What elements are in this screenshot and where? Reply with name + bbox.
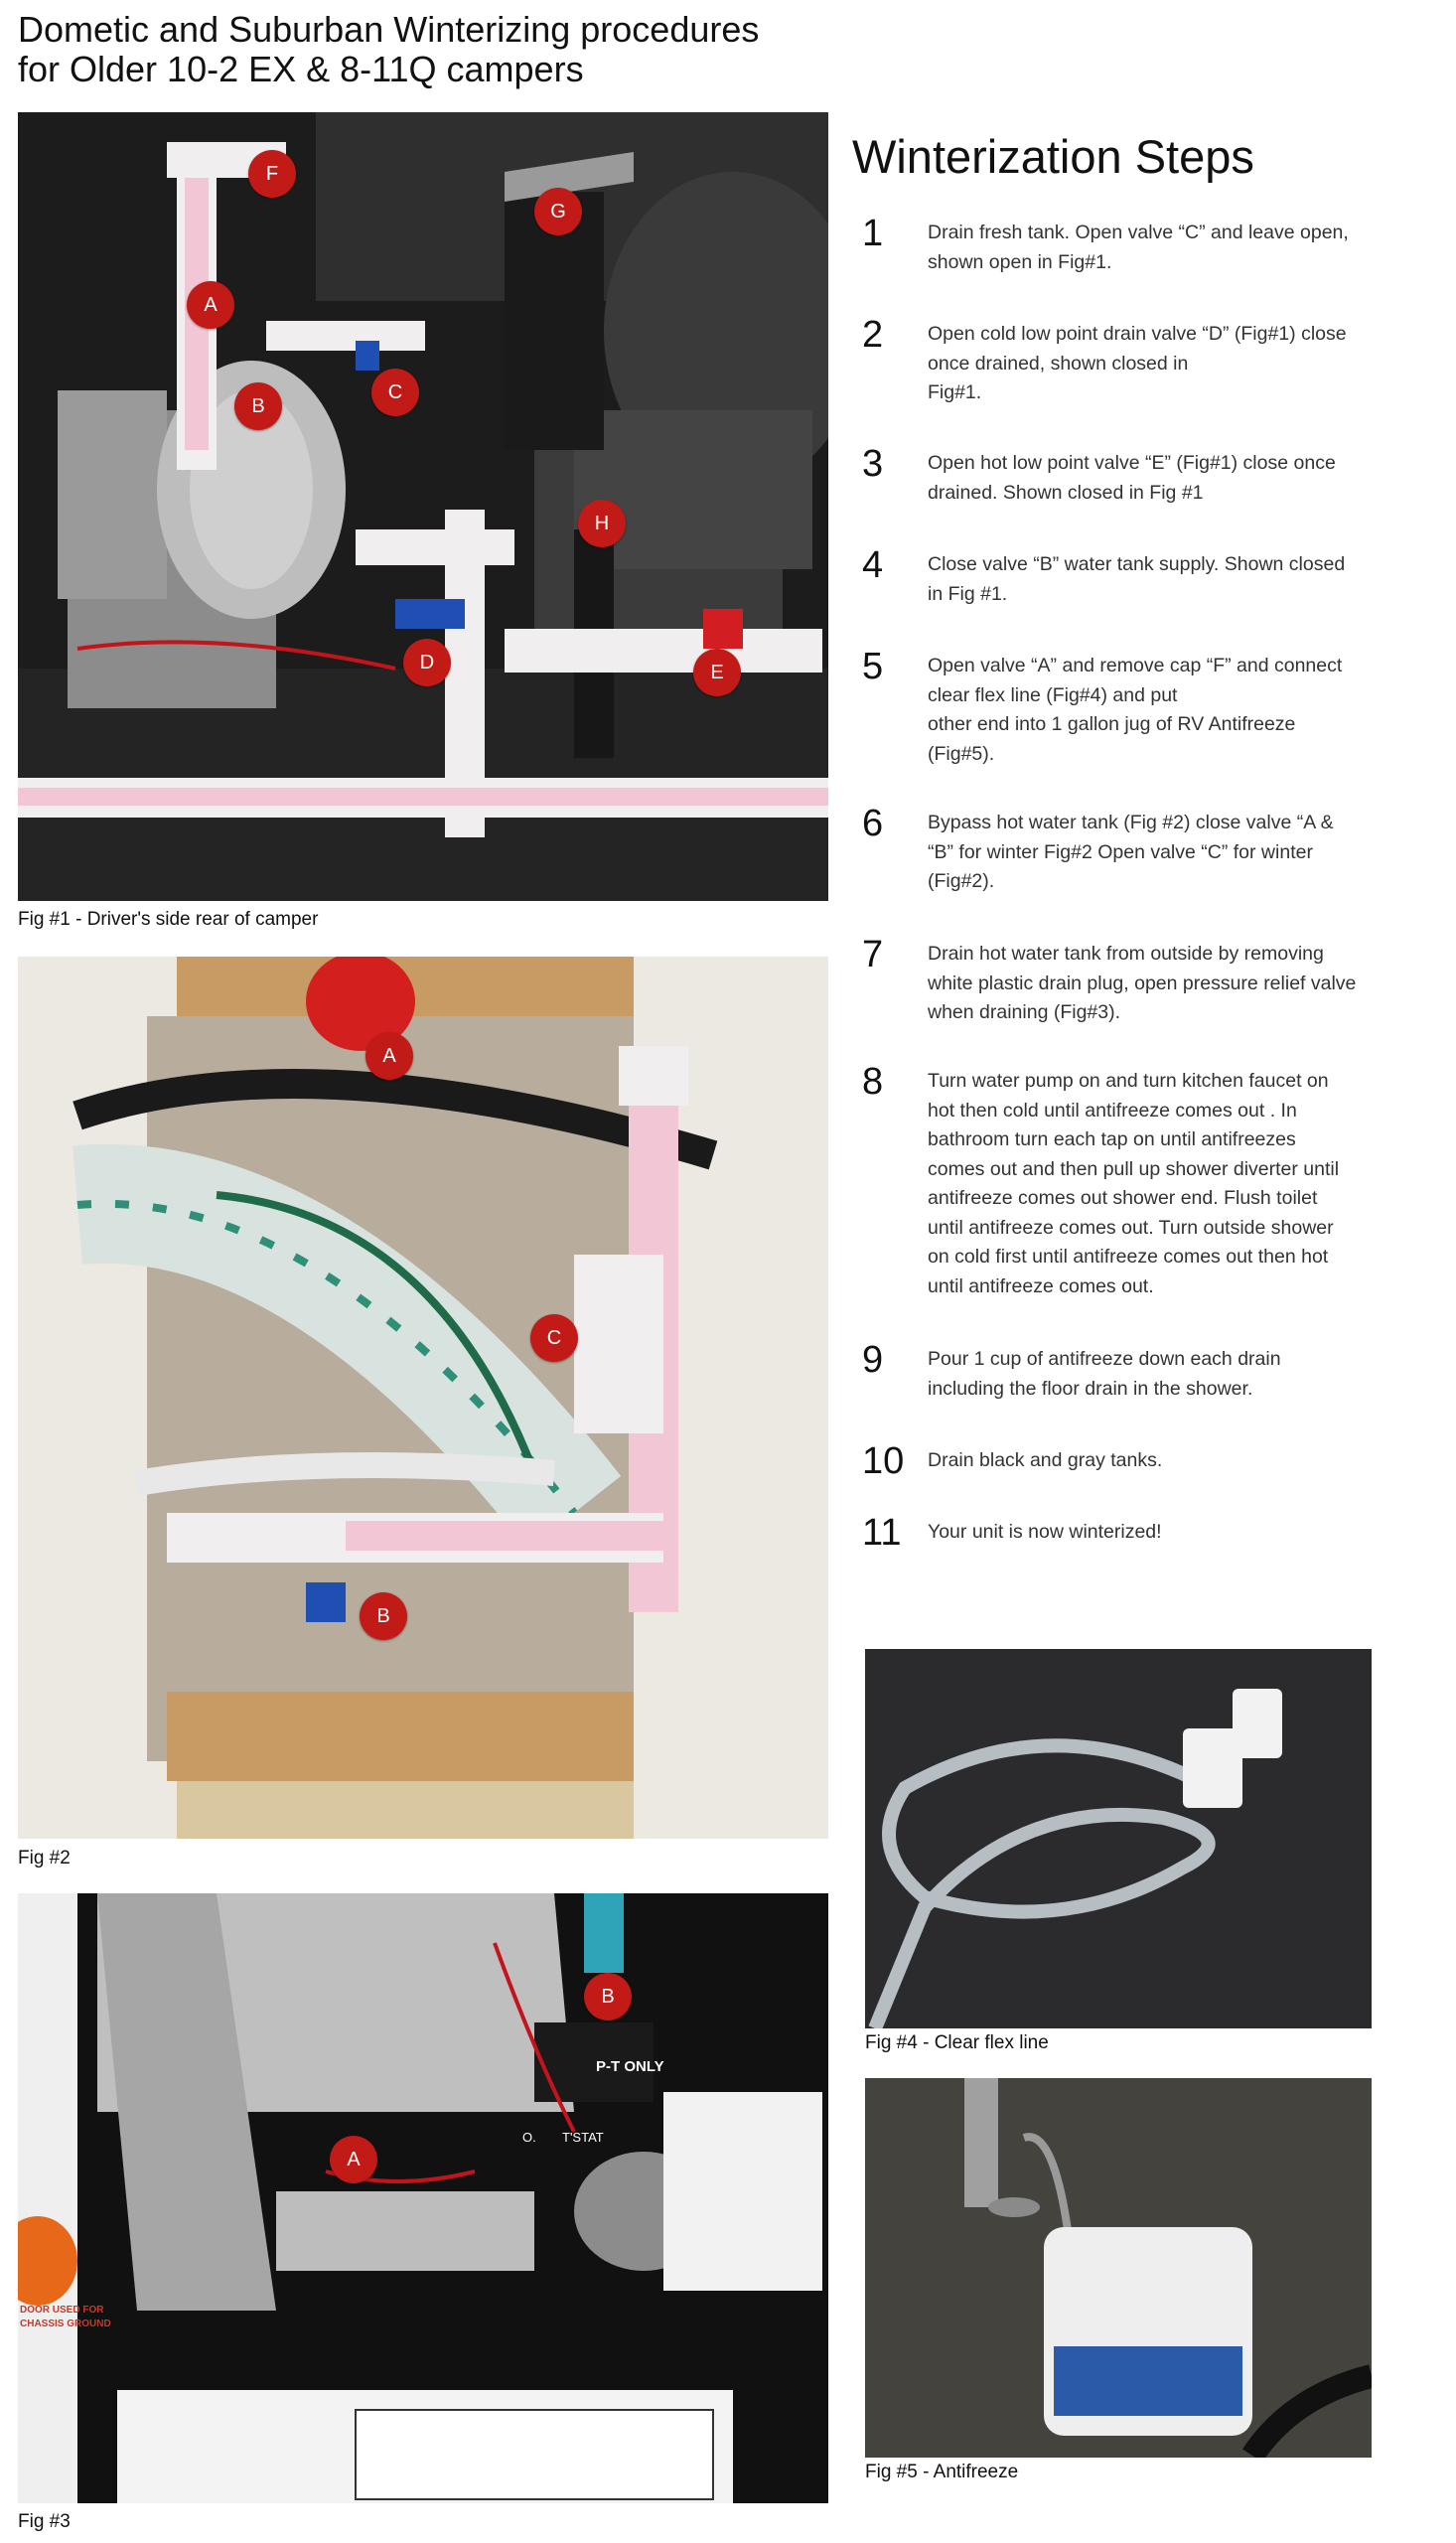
fig1-marker-h: H [578,500,626,547]
fig1-marker-g: G [534,188,582,235]
step-text [928,809,1375,897]
step-number: 4 [862,544,884,586]
fig4-photo [865,1649,1372,2028]
step-text-line: on cold first until antifreeze comes out then hot [928,1246,1329,1268]
step-text-line: Bypass hot water tank (Fig #2) close valve “A & [928,812,1334,833]
fig1-illustration [18,112,828,901]
fig1-marker-c: C [371,369,419,416]
step-text-line: (Fig#2). [928,870,995,892]
step-text-line: Your unit is now winterized! [928,1521,1162,1543]
step-text-line: shown open in Fig#1. [928,250,1112,273]
fig3-marker-b: B [584,1973,632,2020]
step-text [928,449,1375,508]
step-number: 1 [862,213,884,254]
step-number: 10 [862,1440,905,1482]
step-text-line: bathroom turn each tap on until antifreezes [928,1128,1296,1150]
step-text-line: drained. Shown closed in Fig #1 [928,481,1204,504]
fig4-illustration [865,1649,1372,2028]
fig3-label-pt-only: P-T ONLY [596,2058,664,2075]
step-text [928,940,1375,1028]
step-text-line: Close valve “B” water tank supply. Shown closed [928,553,1346,575]
step-text-line: Open cold low point drain valve “D” (Fig#1) close [928,323,1347,345]
step-number: 2 [862,314,884,356]
step-text-line: Drain black and gray tanks. [928,1449,1163,1471]
step-number: 3 [862,443,884,485]
fig5-photo [865,2078,1372,2458]
fig3-label-chassis-ground: CHASSIS GROUND [20,2319,111,2329]
step-text-line: Pour 1 cup of antifreeze down each drain [928,1348,1281,1370]
fig3-marker-a: A [330,2136,377,2183]
step-text [928,1067,1375,1301]
step-text-line: when draining (Fig#3). [928,1001,1121,1023]
step-text-line: “B” for winter Fig#2 Open valve “C” for winter [928,840,1313,863]
fig2-photo [18,957,828,1839]
step-text-line: comes out and then pull up shower diverter until [928,1157,1340,1180]
fig1-marker-e: E [693,649,741,696]
fig3-illustration [18,1893,828,2503]
fig2-illustration [18,957,828,1839]
fig4-caption: Fig #4 - Clear flex line [865,2032,1049,2053]
step-text-line: Open valve “A” and remove cap “F” and connect [928,655,1343,676]
step-text-line: hot then cold until antifreeze comes out . In [928,1099,1297,1122]
step-text [928,1345,1375,1404]
step-text-line: Drain fresh tank. Open valve “C” and leave open, [928,222,1349,243]
step-text-line: antifreeze comes out shower end. Flush toilet [928,1187,1318,1209]
step-text [928,219,1375,277]
step-text-line: (Fig#5). [928,742,995,765]
step-text-line: including the floor drain in the shower. [928,1377,1253,1400]
fig1-marker-d: D [403,639,451,686]
fig1-marker-f: F [248,150,296,198]
fig1-photo [18,112,828,901]
step-number: 6 [862,803,884,844]
title-line-1: Dometic and Suburban Winterizing procedures [18,9,760,50]
step-text-line: white plastic drain plug, open pressure relief valve [928,972,1357,994]
document-title [18,10,872,89]
step-text-line: Turn water pump on and turn kitchen faucet on [928,1070,1329,1092]
step-number: 7 [862,934,884,975]
title-line-2: for Older 10-2 EX & 8-11Q campers [18,49,584,89]
step-text [928,550,1375,609]
fig3-caption: Fig #3 [18,2511,71,2532]
step-text-line: Drain hot water tank from outside by removing [928,943,1324,965]
fig3-label-tstat: T'STAT [562,2130,604,2145]
fig2-marker-b: B [360,1592,407,1640]
step-text-line: until antifreeze comes out. [928,1274,1154,1297]
steps-heading: Winterization Steps [852,130,1254,183]
fig3-label-o: O. [522,2130,536,2145]
fig2-marker-a: A [365,1032,413,1080]
step-text-line: until antifreeze comes out. Turn outside shower [928,1216,1334,1239]
step-text-line: clear flex line (Fig#4) and put [928,683,1178,706]
step-text [928,320,1375,408]
fig3-label-door-used: DOOR USED FOR [20,2305,104,2316]
fig5-caption: Fig #5 - Antifreeze [865,2462,1019,2482]
step-text [928,1446,1375,1476]
step-text-line: Fig#1. [928,381,982,403]
fig1-marker-b: B [234,382,282,430]
step-number: 11 [862,1512,902,1554]
step-text [928,1518,1375,1548]
step-text-line: once drained, shown closed in [928,352,1189,374]
step-number: 5 [862,646,884,687]
fig3-photo [18,1893,828,2503]
step-text [928,652,1375,769]
fig2-marker-c: C [530,1314,578,1362]
step-text-line: Open hot low point valve “E” (Fig#1) close once [928,452,1336,474]
fig2-caption: Fig #2 [18,1848,71,1869]
step-text-line: in Fig #1. [928,582,1008,605]
fig1-marker-a: A [187,281,234,329]
fig5-illustration [865,2078,1372,2458]
step-number: 9 [862,1339,884,1381]
fig1-caption: Fig #1 - Driver's side rear of camper [18,909,319,930]
step-text-line: other end into 1 gallon jug of RV Antifreeze [928,713,1296,735]
step-number: 8 [862,1061,884,1103]
